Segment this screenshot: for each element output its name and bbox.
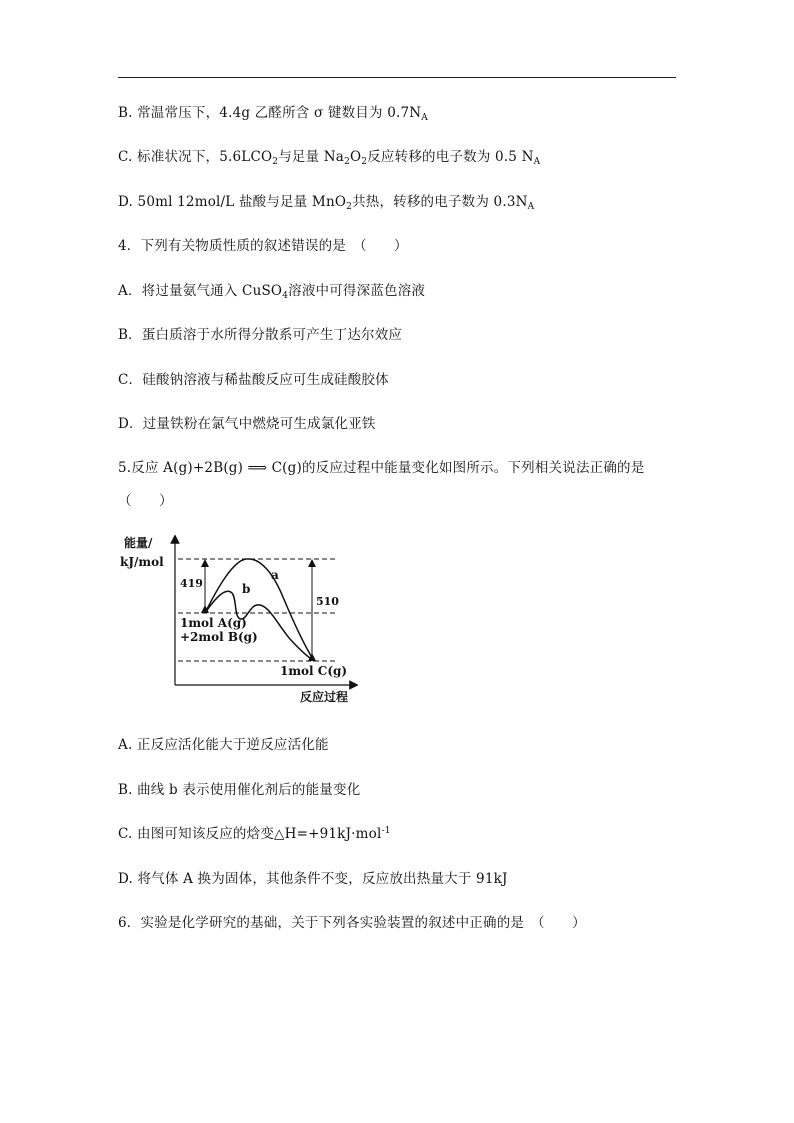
q4-option-d: D．过量铁粉在氯气中燃烧可生成氯化亚铁 — [118, 416, 376, 432]
y-axis-label-1: 能量/ — [124, 536, 153, 550]
q5-option-c: C. 由图可知该反应的焓变△H=+91kJ·mol$^{-1}$ — [118, 826, 391, 842]
q6-stem: 6．实验是化学研究的基础，关于下列各实验装置的叙述中正确的是 （ ） — [118, 915, 586, 931]
q5-stem: 5.反应 A(g)+2B(g) ⟹ C(g)的反应过程中能量变化如图所示。下列相关说法正确的是 — [118, 460, 645, 476]
label-419: 419 — [180, 577, 203, 590]
q5-option-b: B. 曲线 b 表示使用催化剂后的能量变化 — [118, 782, 361, 798]
product-label: 1mol C(g) — [280, 664, 348, 678]
q3-option-d: D. 50ml 12mol/L 盐酸与足量 MnO$_2$共热，转移的电子数为 $0.3N_A$ — [118, 194, 535, 212]
x-axis-label: 反应过程 — [300, 690, 349, 704]
curve-a — [205, 559, 314, 661]
reactant-label-1: 1mol A(g) — [180, 616, 247, 630]
header-rule — [118, 77, 676, 78]
label-510: 510 — [316, 595, 339, 608]
energy-diagram — [118, 535, 358, 705]
q3-option-b: B. 常温常压下，4.4g 乙醛所含 σ 键数目为 $0.7N_A$ — [118, 105, 428, 123]
q4-option-b: B．蛋白质溶于水所得分散系可产生丁达尔效应 — [118, 327, 403, 343]
q4-option-c: C．硅酸钠溶液与稀盐酸反应可生成硅酸胶体 — [118, 372, 389, 388]
q4-stem: 4．下列有关物质性质的叙述错误的是 （ ） — [118, 238, 408, 254]
q5-option-d: D. 将气体 A 换为固体，其他条件不变，反应放出热量大于 91kJ — [118, 871, 508, 887]
reactant-label-2: +2mol B(g) — [180, 630, 258, 644]
q5-stem-paren: （ ） — [118, 493, 173, 509]
y-axis-label-2: kJ/mol — [120, 555, 164, 569]
curve-a-label: a — [271, 568, 279, 582]
q3-option-c: C. 标准状况下，$5.6LCO_2$与足量 $Na_2O_2$反应转移的电子数为 0.5 $N_A$ — [118, 149, 541, 167]
q4-option-a: A．将过量氨气通入 CuSO$_4$溶液中可得深蓝色溶液 — [118, 283, 426, 301]
curve-b-label: b — [242, 582, 251, 596]
q5-option-a: A. 正反应活化能大于逆反应活化能 — [118, 737, 329, 753]
